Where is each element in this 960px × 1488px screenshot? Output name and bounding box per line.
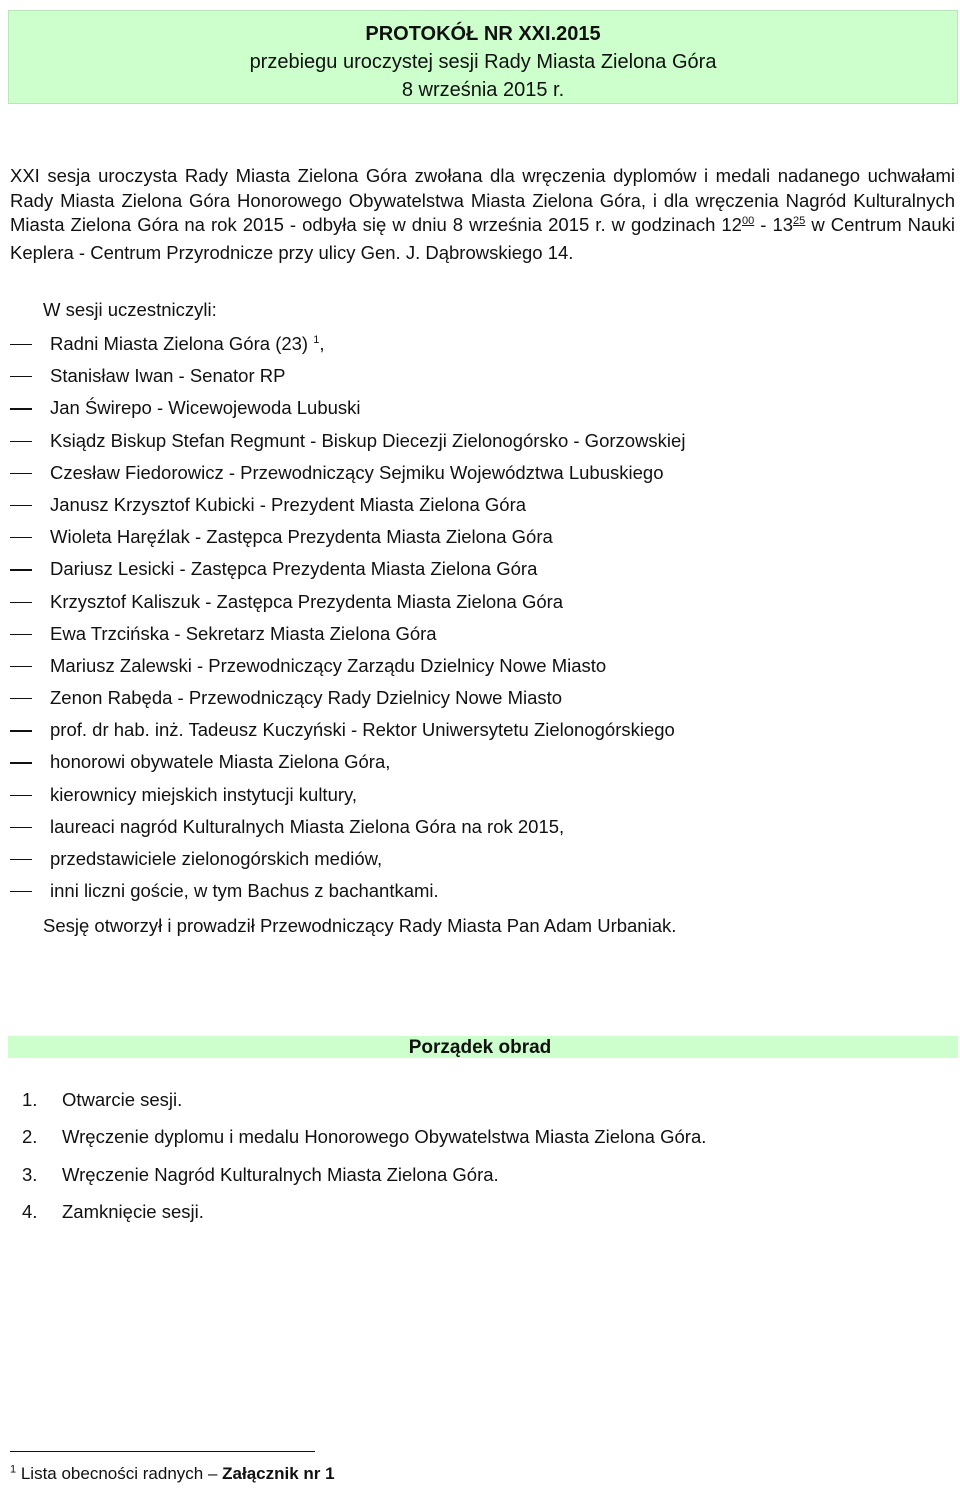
- intro-text-b: - 13: [754, 214, 794, 235]
- dash-bullet: [10, 634, 32, 635]
- dash-bullet: [10, 441, 32, 442]
- intro-text-a: XXI sesja uroczysta Rady Miasta Zielona Góra zwołana dla wręczenia dyplomów i medali nadanego uchwałami Rady Miasta Zielona Góra Honorowego Obywatelstwa Miasta Zielona Góra, i dla wręczenia Nagród Kulturalnych Miasta Zielona Góra na rok 2015 - odbyła się w dniu 8 września 2015 r. w godzinach 12: [10, 165, 955, 235]
- agenda-item-text: Wręczenie dyplomu i medalu Honorowego Obywatelstwa Miasta Zielona Góra.: [62, 1126, 707, 1148]
- participant-item: Radni Miasta Zielona Góra (23) $^1$,: [0, 330, 685, 362]
- agenda-title: Porządek obrad: [408, 1037, 552, 1058]
- dash-bullet: [10, 762, 32, 763]
- agenda-item-text: Otwarcie sesji.: [62, 1089, 183, 1110]
- agenda-item: [22, 1125, 706, 1162]
- dash-bullet: [10, 569, 32, 570]
- end-minutes: 25: [793, 215, 806, 227]
- dash-bullet: [10, 827, 32, 828]
- agenda-item: [22, 1088, 706, 1125]
- footnote-mark: 1: [10, 1463, 17, 1476]
- participant-item: Wioleta Haręźlak - Zastępca Prezydenta Miasta Zielona Góra: [0, 523, 685, 555]
- intro-paragraph: [10, 164, 955, 265]
- participant-item: Ewa Trzcińska - Sekretarz Miasta Zielona Góra: [0, 620, 685, 652]
- participant-item: Zenon Rabęda - Przewodniczący Rady Dzielnicy Nowe Miasto: [0, 684, 685, 716]
- dash-bullet: [10, 666, 32, 667]
- participant-item: kierownicy miejskich instytucji kultury,: [0, 781, 685, 813]
- dash-bullet: [10, 473, 32, 474]
- agenda-item-number: 4.: [22, 1200, 38, 1222]
- title-box: [8, 10, 958, 104]
- footnote-attachment: Załącznik nr 1: [222, 1464, 335, 1483]
- start-minutes: 00: [741, 215, 755, 227]
- footnote-text: Lista obecności radnych –: [16, 1464, 223, 1483]
- dash-bullet: [10, 698, 32, 699]
- participant-item: Stanisław Iwan - Senator RP: [0, 362, 685, 394]
- agenda-item: [22, 1163, 706, 1200]
- agenda-item-number: 3.: [22, 1163, 38, 1185]
- dash-bullet: [10, 376, 32, 377]
- dash-bullet: [10, 730, 32, 731]
- document-subtitle: przebiegu uroczystej sesji Rady Miasta Zielona Góra: [249, 51, 717, 73]
- agenda-item-number: 2.: [22, 1126, 38, 1148]
- footnote: [10, 1462, 335, 1486]
- participant-item: Krzysztof Kaliszuk - Zastępca Prezydenta Miasta Zielona Góra: [0, 588, 685, 620]
- agenda-list: [22, 1088, 706, 1237]
- dash-bullet: [10, 408, 32, 409]
- dash-bullet: [10, 602, 32, 603]
- agenda-item-text: Wręczenie Nagród Kulturalnych Miasta Zielona Góra.: [62, 1163, 499, 1185]
- opening-statement: Sesję otworzył i prowadził Przewodniczący Rady Miasta Pan Adam Urbaniak.: [43, 915, 677, 936]
- dash-bullet: [10, 795, 32, 796]
- agenda-item: [22, 1200, 706, 1237]
- document-title: PROTOKÓŁ NR XXI.2015: [365, 23, 601, 45]
- participant-item: honorowi obywatele Miasta Zielona Góra,: [0, 748, 685, 780]
- participant-item: Jan Świrepo - Wicewojewoda Lubuski: [0, 394, 685, 426]
- participant-item: prof. dr hab. inż. Tadeusz Kuczyński - Rektor Uniwersytetu Zielonogórskiego: [0, 716, 685, 748]
- participant-item: Ksiądz Biskup Stefan Regmunt - Biskup Diecezji Zielonogórsko - Gorzowskiej: [0, 427, 685, 459]
- participant-item: Dariusz Lesicki - Zastępca Prezydenta Miasta Zielona Góra: [0, 555, 685, 587]
- participant-item: inni liczni goście, w tym Bachus z bachantkami.: [0, 877, 685, 909]
- participants-lead: W sesji uczestniczyli:: [43, 299, 217, 320]
- footnote-ref: 1: [313, 333, 320, 346]
- document-date: 8 września 2015 r.: [401, 79, 565, 101]
- footnote-separator: [10, 1451, 315, 1452]
- participant-item: Czesław Fiedorowicz - Przewodniczący Sejmiku Województwa Lubuskiego: [0, 459, 685, 491]
- agenda-item-text: Zamknięcie sesji.: [62, 1200, 204, 1222]
- intro-text-c: w Centrum Nauki Keplera - Centrum Przyrodnicze przy ulicy Gen. J. Dąbrowskiego 14.: [10, 214, 955, 263]
- dash-bullet: [10, 537, 32, 538]
- participant-item: przedstawiciele zielonogórskich mediów,: [0, 845, 685, 877]
- dash-bullet: [10, 891, 32, 892]
- participants-list: [0, 330, 685, 909]
- dash-bullet: [10, 344, 32, 345]
- participant-item: laureaci nagród Kulturalnych Miasta Zielona Góra na rok 2015,: [0, 813, 685, 845]
- dash-bullet: [10, 859, 32, 860]
- agenda-item-number: 1.: [22, 1089, 38, 1110]
- dash-bullet: [10, 505, 32, 506]
- participant-item: Janusz Krzysztof Kubicki - Prezydent Miasta Zielona Góra: [0, 491, 685, 523]
- participant-item: Mariusz Zalewski - Przewodniczący Zarządu Dzielnicy Nowe Miasto: [0, 652, 685, 684]
